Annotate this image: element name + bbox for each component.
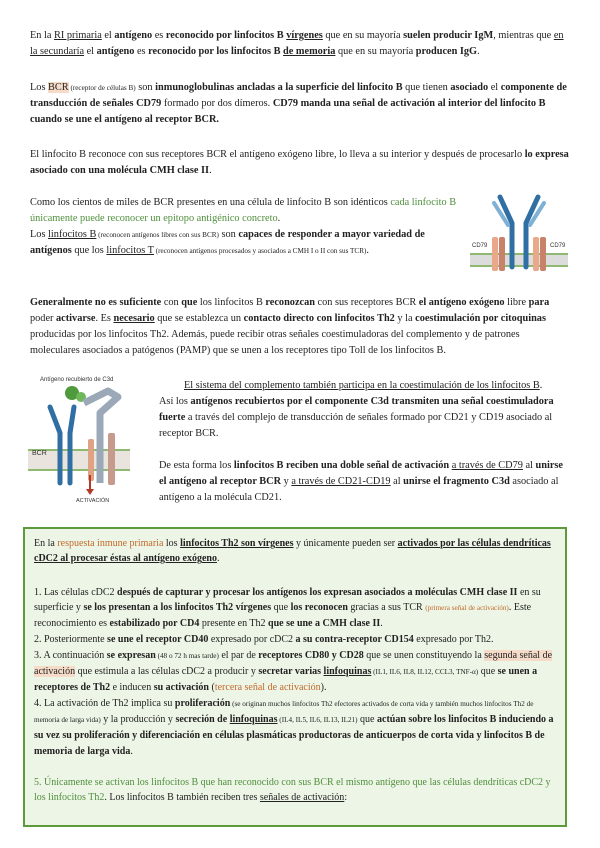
bcr-cd79-figure: [470, 183, 568, 275]
activacion-label: ACTIVACIÓN: [76, 498, 110, 504]
antigen-c3d-label: Antígeno recubierto de C3d: [40, 377, 114, 383]
c3d-complement-figure: [28, 373, 130, 505]
paragraph-coestimulacion: Generalmente no es suficiente con que los linfocitos B reconozcan con sus receptores BCR el antígeno exógeno libre para poder activarse. Es necesario que se establezca un contacto directo con linfocitos Th2 y la coestimulación por citoquinas producidas por los linfocitos Th2. Además, puede recibir otras señales coestimuladoras del complemento y de patrones moleculares asociados a patógenos (PAMP) que se unen a los receptores tipo Toll de los linfocitos B.: [30, 297, 550, 356]
paragraph-doble-senal: De esta forma los linfocitos B reciben una doble señal de activación a través de CD79 al unirse el antígeno al receptor BCR y a través de CD21-CD19 al unirse el fragmento C3d asociado al antígeno a la molécula CD21.: [159, 460, 563, 503]
activation-arrow-icon: [86, 489, 94, 495]
box-item-3: 3. A continuación se expresan (48 o 72 h mas tarde) el par de receptores CD80 y CD28 que se unen constituyendo la segunda señal de activación que estimula a las células cDC2 a producir y secretar varias linfoquinas (IL1, IL6, IL8, IL12, CCL3, TNF-α) que se unen a receptores de Th2 e inducen su activación (tercera señal de activación).: [34, 650, 553, 694]
membrane: [470, 253, 568, 267]
th2-activation-box: [23, 527, 567, 827]
box-intro: En la respuesta inmune primaria los linfocitos Th2 son vírgenes y únicamente pueden ser activados por las células dendríticas cDC2 al procesar éstas al antígeno exógeno.: [34, 538, 551, 565]
bcr-label: BCR: [32, 450, 47, 457]
paragraph-complemento: El sistema del complemento también participa en la coestimulación de los linfocitos B. Así los antígenos recubiertos por el componente C3d transmiten una señal coestimuladora fuerte a través del complejo de transducción de señales formado por CD21 y CD19 asociado al receptor BCR.: [159, 380, 554, 439]
box-item-4: 4. La activación de Th2 implica su proliferación (se originan muchos linfocitos Th2 efectores activados de corta vida y también muchos linfocitos Th2 de memoria de larga vida) y la producción y secreción de linfoquinas (IL4, IL5, IL6, IL13, IL21) que actúan sobre los linfocitos B induciendo a su vez su proliferación y diferenciación en células plasmáticas productoras de anticuerpos de corta vida y linfocitos B de memoria de larga vida.: [34, 698, 554, 757]
paragraph-epitopo: Como los cientos de miles de BCR presentes en una célula de linfocito B son idénticos cada linfocito B únicamente puede reconocer un epitopo antigénico concreto. Los linfocitos B (reconocen antígenos libres con sus BCR) son capaces de responder a mayor variedad de antígenos que los linfocitos T (reconocen antígenos procesados y asociados a CMH I o II con sus TCR).: [30, 197, 457, 256]
paragraph-cmh-ii: El linfocito B reconoce con sus receptores BCR el antígeno exógeno libre, lo lleva a su interior y después de procesarlo lo expresa asociado con una molécula CMH clase II.: [30, 149, 569, 176]
box-item-2: 2. Posteriormente se une el receptor CD40 expresado por cDC2 a su contra-receptor CD154 expresado por Th2.: [34, 634, 494, 645]
paragraph-ri-primaria: En la RI primaria el antígeno es reconocido por linfocitos B vírgenes que en su mayoría suelen producir IgM, mientras que en la secundaría el antígeno es reconocido por los linfocitos B de memoria que en su mayoría producen IgG.: [30, 30, 564, 57]
paragraph-bcr: Los BCR (receptor de células B) son inmunoglobulinas ancladas a la superficie del linfocito B que tienen asociado el componente de transducción de señales CD79 formado por dos dímeros. CD79 manda una señal de activación al interior del linfocito B cuando se une el antígeno al receptor BCR.: [30, 82, 567, 125]
box-item-1: 1. Las células cDC2 después de capturar y procesar los antígenos los expresan asociados a moléculas CMH clase II en su superficie y se los presentan a los linfocitos Th2 vírgenes que los reconocen gracias a sus TCR (primera señal de activación). Este reconocimiento es estabilizado por CD4 presente en Th2 que se une a CMH clase II.: [34, 587, 541, 630]
cd79-label-right: CD79: [550, 243, 566, 249]
box-item-5: 5. Únicamente se activan los linfocitos B que han reconocido con sus BCR el mismo antígeno que las células dendríticas cDC2 y los linfocitos Th2. Los linfocitos B también reciben tres señales de activación:: [34, 777, 551, 804]
cd79-label-left: CD79: [472, 243, 488, 249]
